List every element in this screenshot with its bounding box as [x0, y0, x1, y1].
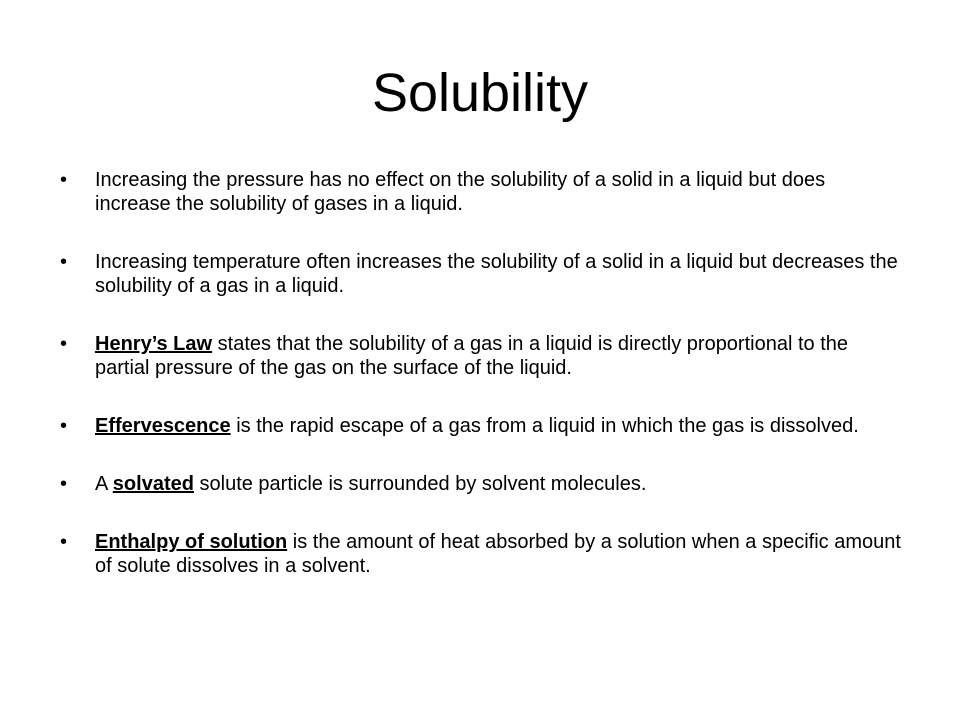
bullet-dot-icon: • — [60, 415, 68, 437]
bullet-text: solute particle is surrounded by solvent molecules. — [193, 473, 647, 495]
bullet-item — [58, 530, 903, 578]
term-enthalpy-of-solution: Enthalpy of solution — [95, 531, 288, 553]
bullet-prefix: A — [95, 473, 113, 495]
bullet-text: is the amount of heat absorbed by a solution when a specific amount of solute dissolves in a solvent. — [95, 531, 901, 577]
bullet-text: Increasing temperature often increases the solubility of a solid in a liquid but decreases the solubility of a gas in a liquid. — [95, 251, 898, 297]
bullet-list — [58, 168, 903, 612]
bullet-text: Increasing the pressure has no effect on the solubility of a solid in a liquid but does increase the solubility of gases in a liquid. — [95, 169, 826, 215]
bullet-item — [58, 168, 903, 216]
bullet-item — [58, 250, 903, 298]
bullet-item — [58, 472, 903, 496]
bullet-item — [58, 332, 903, 380]
term-effervescence: Effervescence — [95, 415, 231, 437]
bullet-dot-icon: • — [60, 531, 68, 553]
bullet-dot-icon: • — [60, 169, 68, 191]
bullet-dot-icon: • — [60, 333, 68, 355]
term-solvated: solvated — [112, 473, 194, 495]
term-henrys-law: Henry’s Law — [95, 333, 213, 355]
bullet-text: is the rapid escape of a gas from a liquid in which the gas is dissolved. — [230, 415, 859, 437]
slide-title: Solubility — [371, 63, 589, 123]
bullet-dot-icon: • — [60, 251, 68, 273]
bullet-text: states that the solubility of a gas in a liquid is directly proportional to the partial pressure of the gas on the surface of the liquid. — [95, 333, 849, 379]
bullet-dot-icon: • — [60, 473, 68, 495]
bullet-item — [58, 414, 903, 438]
